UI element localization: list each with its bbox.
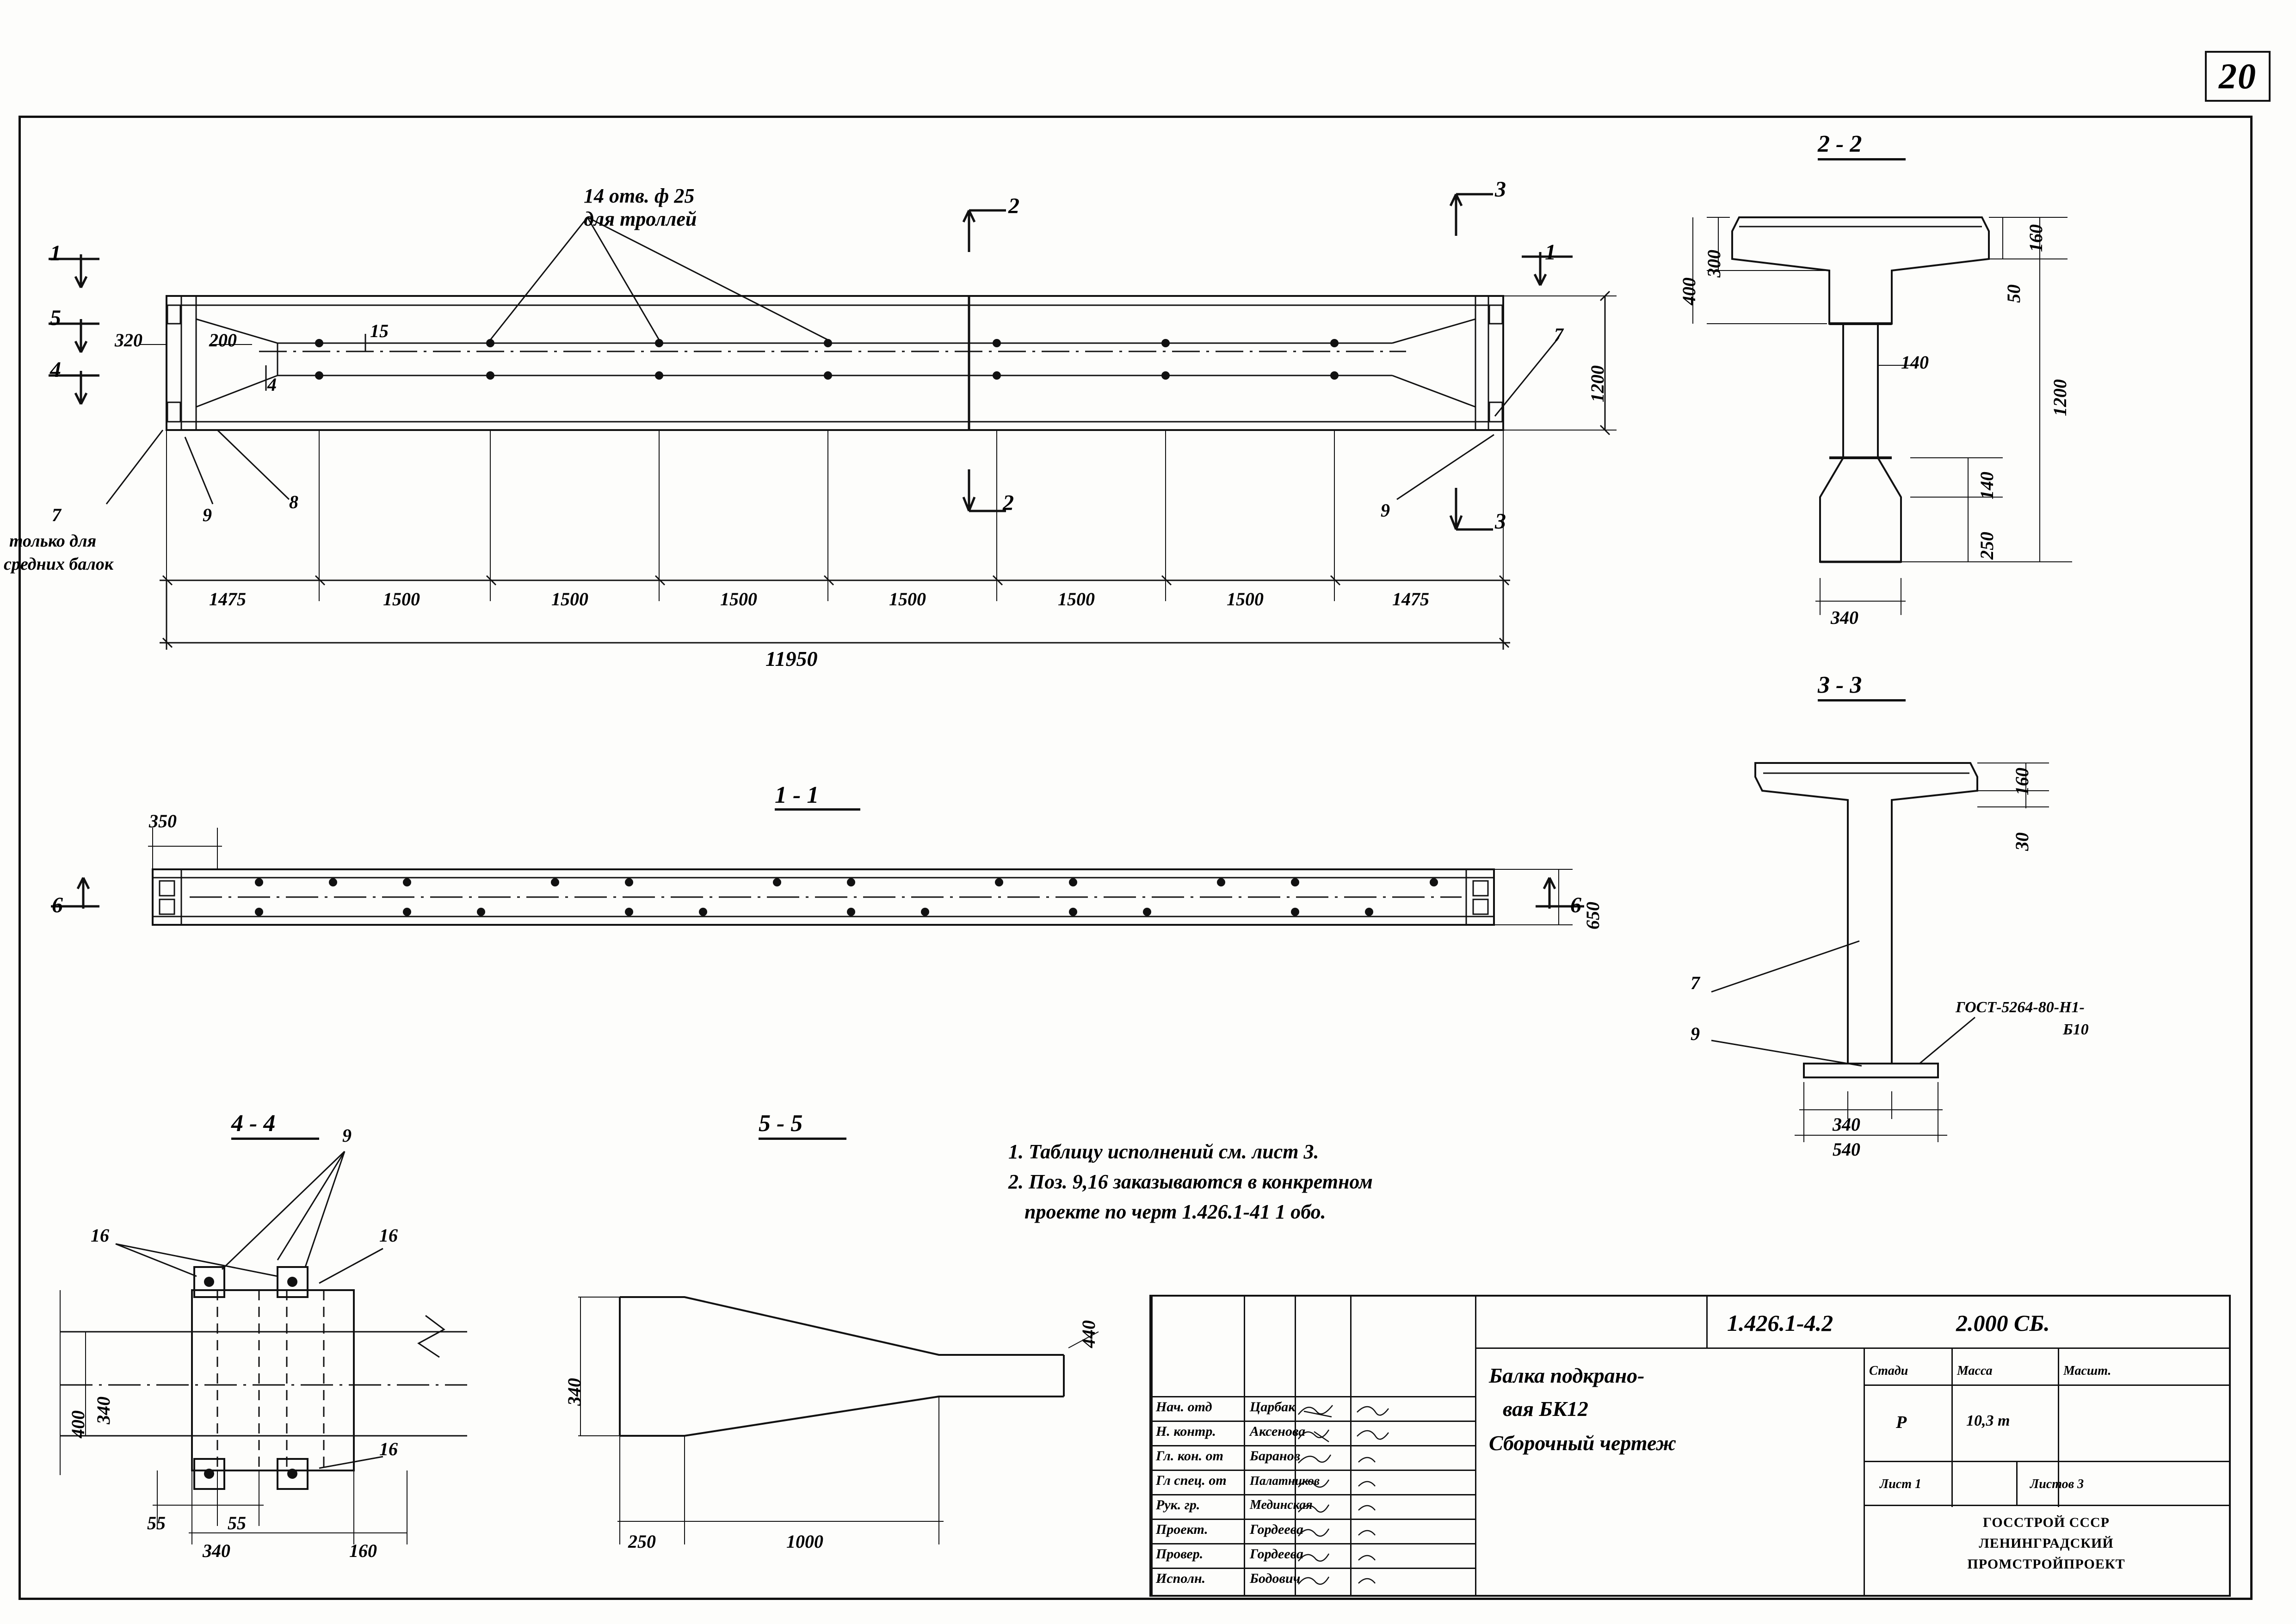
dim-50: 50 [2003,284,2024,303]
dim-1200-plan: 1200 [1587,365,1608,402]
stage-header: Стади [1869,1364,1908,1378]
pos-8: 8 [289,492,298,512]
view-3-3-title: 3 - 3 [1818,672,1862,698]
dim-55-b: 55 [228,1513,246,1533]
stage-value: Р [1896,1413,1907,1432]
mass-value: 10,3 т [1966,1412,2010,1429]
dim-350: 350 [149,811,177,831]
role-1: Н. контр. [1156,1424,1216,1439]
mass-header: Масса [1957,1364,1993,1378]
name-1: Аксенова [1250,1424,1306,1439]
note-line-2: 2. Поз. 9,16 заказываются в конкретном [1008,1170,1373,1193]
section-mark-2-bottom: 2 [1003,491,1014,515]
org-line-3: ПРОМСТРОЙПРОЕКТ [1967,1556,2125,1572]
name-5: Гордеева [1250,1522,1303,1537]
dim-340-view44: 340 [203,1540,230,1561]
pos-16-a: 16 [91,1225,109,1246]
name-6: Гордеева [1250,1546,1303,1562]
section-mark-6-right: 6 [1570,893,1581,917]
product-title-line2: вая БК12 [1503,1397,1588,1421]
total-length-dim: 11950 [765,647,818,671]
holes-callout-line1: 14 отв. ф 25 [584,185,695,207]
role-7: Исполн. [1156,1571,1206,1586]
view-4-4-underline [231,1138,319,1140]
drawing-code: 1.426.1-4.2 [1727,1310,1833,1336]
dim-250-view55: 250 [628,1531,656,1552]
chain-dim-5: 1500 [1058,589,1095,609]
role-3: Гл спец. от [1156,1473,1227,1488]
view-2-2-title: 2 - 2 [1818,131,1862,157]
dim-400: 400 [1679,277,1699,305]
dim-340-sec22: 340 [1831,607,1858,628]
dim-320: 320 [115,330,142,351]
weld-note: ГОСТ-5264-80-Н1- [1956,999,2085,1016]
dim-440-view55: 440 [1078,1320,1099,1348]
section-mark-1: 1 [50,241,61,265]
sheets-label: Листов 3 [2030,1477,2084,1491]
signatures [1151,1297,2229,1595]
dim-1200-sec: 1200 [2049,379,2070,416]
product-title-line1: Балка подкрано- [1489,1364,1645,1387]
section-mark-6-left: 6 [52,893,63,917]
note-line-1: 1. Таблицу исполнений см. лист 3. [1008,1140,1319,1163]
page-number: 20 [2205,51,2271,102]
dim-400-v-view44: 400 [68,1410,88,1438]
view-1-1-title: 1 - 1 [775,782,819,808]
dim-160-view44: 160 [349,1540,377,1561]
role-4: Рук. гр. [1156,1497,1200,1513]
dim-140-web: 140 [1901,352,1929,373]
pos-7-right: 7 [1554,324,1563,345]
view-1-1-underline [775,808,860,811]
chain-dim-7: 1475 [1392,589,1429,609]
role-2: Гл. кон. от [1156,1448,1223,1464]
pos-9-view44: 9 [342,1125,352,1146]
pos-9-right: 9 [1381,500,1390,521]
dim-300: 300 [1703,250,1724,277]
dim-160-sec33: 160 [2012,768,2032,795]
pos-16-b: 16 [379,1225,398,1246]
dim-140-b: 140 [1976,472,1997,499]
name-0: Царбак [1250,1399,1296,1415]
role-0: Нач. отд [1156,1399,1212,1415]
holes-callout-line2: для троллей [584,208,697,230]
middle-beams-note-2: средних балок [4,554,114,574]
chain-dim-6: 1500 [1227,589,1264,609]
section-mark-2-top: 2 [1008,194,1019,218]
name-4: Мединская [1250,1498,1313,1512]
section-mark-3-top: 3 [1495,177,1506,202]
dim-200: 200 [209,330,237,351]
section-mark-3-bottom: 3 [1495,509,1506,534]
note-line-3: проекте по черт 1.426.1-41 1 обо. [1025,1200,1326,1223]
org-line-1: ГОССТРОЙ СССР [1982,1515,2110,1530]
dim-30-sec33: 30 [2012,832,2032,851]
dim-340-v-view44: 340 [93,1396,114,1424]
section-mark-5: 5 [50,306,61,330]
scale-header: Масшт. [2063,1364,2111,1378]
drawing-code-right: 2.000 СБ. [1956,1310,2050,1336]
role-5: Проект. [1156,1522,1208,1537]
chain-dim-4: 1500 [889,589,926,609]
sheet-label: Лист 1 [1880,1477,1921,1491]
pos-7-left: 7 [52,504,61,525]
role-6: Провер. [1156,1546,1204,1562]
chain-dim-2: 1500 [551,589,588,609]
view-5-5-title: 5 - 5 [759,1110,803,1137]
weld-note-2: Б10 [2063,1021,2089,1038]
view-3-3-underline [1818,699,1906,701]
product-title-line3: Сборочный чертеж [1489,1431,1677,1455]
dim-340-view55: 340 [564,1378,585,1406]
dim-650: 650 [1582,902,1603,929]
name-3: Палатников [1250,1474,1320,1488]
middle-beams-note-1: только для [9,531,97,551]
name-2: Баранов [1250,1448,1301,1464]
pos-9-sec33: 9 [1691,1023,1700,1044]
pos-4: 4 [267,374,277,395]
section-mark-1-right: 1 [1545,240,1556,265]
pos-7-sec33: 7 [1691,972,1700,993]
dim-55-a: 55 [147,1513,166,1533]
title-block [1149,1295,2231,1597]
chain-dim-1: 1500 [383,589,420,609]
view-4-4-title: 4 - 4 [231,1110,276,1137]
view-2-2-underline [1818,158,1906,160]
pos-16-c: 16 [379,1439,398,1459]
name-7: Бодович [1250,1571,1301,1586]
pos-15: 15 [370,320,389,341]
dim-540-sec33: 540 [1833,1139,1860,1160]
dim-250: 250 [1976,532,1997,560]
dim-340-sec33: 340 [1833,1114,1860,1135]
chain-dim-3: 1500 [720,589,757,609]
pos-9-left: 9 [203,504,212,525]
view-5-5-underline [759,1138,846,1140]
org-line-2: ЛЕНИНГРАДСКИЙ [1979,1536,2114,1551]
section-mark-4: 4 [50,357,61,382]
dim-160: 160 [2025,224,2046,252]
chain-dim-0: 1475 [209,589,246,609]
dim-1000-view55: 1000 [786,1531,823,1552]
